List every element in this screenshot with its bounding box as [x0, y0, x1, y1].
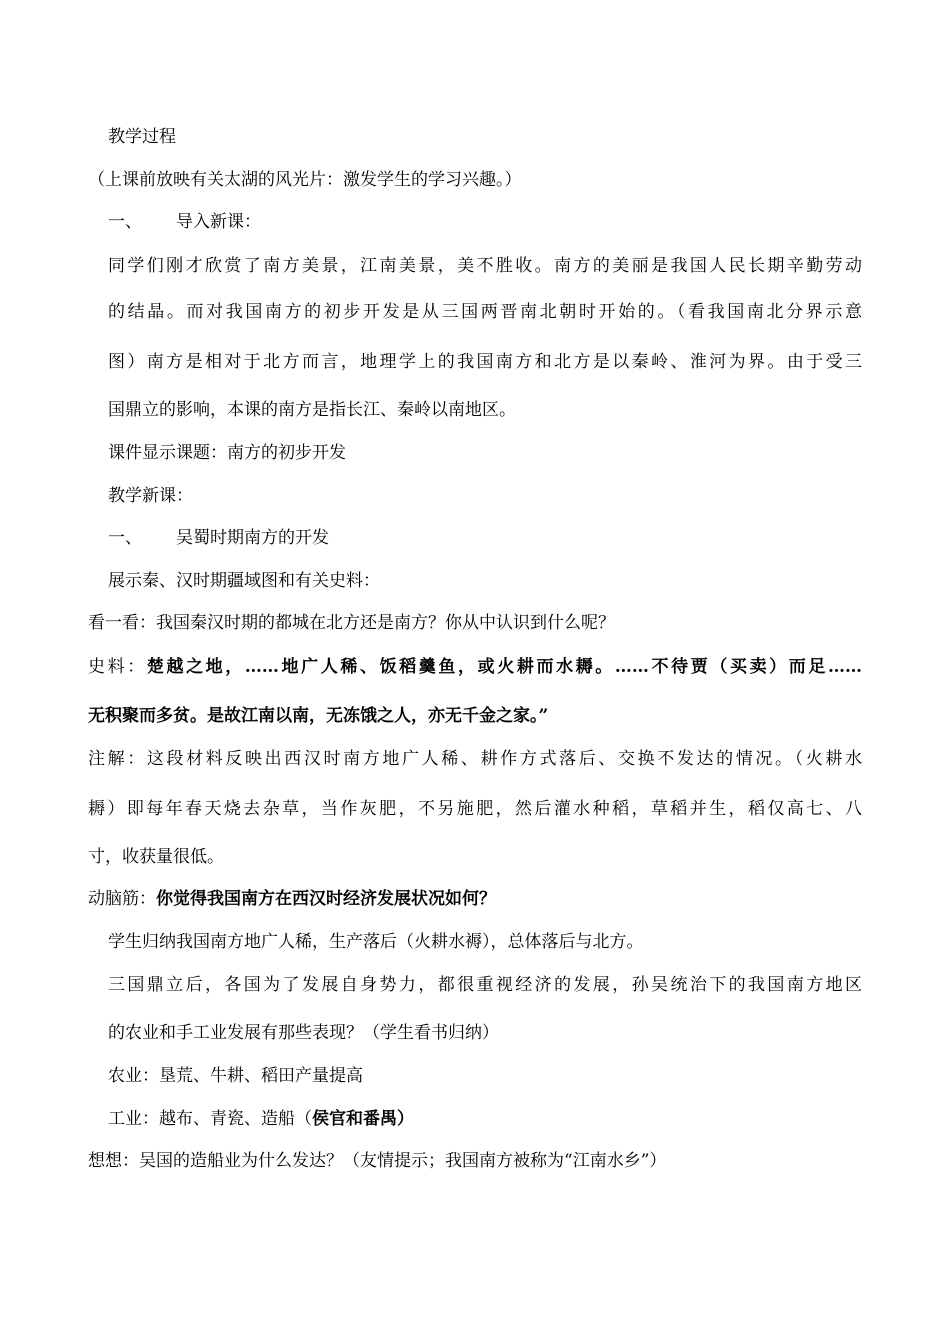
source-quote-line: 无积聚而多贫。是故江南以南，无冻饿之人，亦无千金之家。”	[88, 706, 549, 726]
paragraph: （上课前放映有关太湖的风光片：激发学生的学习兴趣。）	[88, 170, 522, 190]
paragraph-line: 寸，收获量很低。	[88, 847, 224, 867]
paragraph-line: 的结晶。而对我国南方的初步开发是从三国两晋南北朝时开始的。（看我国南北分界示意	[108, 302, 862, 322]
paragraph: 课件显示课题：南方的初步开发	[108, 443, 346, 463]
paragraph: 农业：垦荒、牛耕、稻田产量提高	[108, 1066, 363, 1086]
list-number: 一、	[108, 212, 142, 232]
label: 史料：	[88, 657, 147, 677]
question-text: 你觉得我国南方在西汉时经济发展状况如何？	[156, 889, 496, 909]
paragraph-line: 图）南方是相对于北方而言，地理学上的我国南方和北方是以秦岭、淮河为界。由于受三	[108, 352, 862, 372]
paragraph: 展示秦、汉时期疆域图和有关史料：	[108, 571, 380, 591]
question-line	[88, 887, 496, 911]
bold-text: 侯官和番禺）	[312, 1109, 414, 1129]
paragraph: 看一看：我国秦汉时期的都城在北方还是南方？你从中认识到什么呢？	[88, 613, 615, 633]
heading-text: 导入新课：	[176, 212, 261, 232]
quote-text: 楚越之地，……地广人稀、饭稻羹鱼，或火耕而水耨。……不待贾（买卖）而足……	[146, 657, 863, 677]
paragraph: 想想：吴国的造船业为什么发达？（友情提示；我国南方被称为“江南水乡”）	[88, 1151, 667, 1171]
paragraph-line: 三国鼎立后，各国为了发展自身势力，都很重视经济的发展，孙吴统治下的我国南方地区	[108, 975, 862, 995]
paragraph-line: 注解：这段材料反映出西汉时南方地广人稀、耕作方式落后、交换不发达的情况。（火耕水	[88, 749, 862, 769]
numbered-heading	[108, 526, 329, 550]
paragraph	[108, 1107, 414, 1131]
source-quote-line	[88, 655, 862, 679]
list-number: 一、	[108, 528, 142, 548]
paragraph-line: 的农业和手工业发展有那些表现？（学生看书归纳）	[108, 1023, 499, 1043]
label: 动脑筋：	[88, 889, 156, 909]
paragraph-line: 同学们刚才欣赏了南方美景，江南美景，美不胜收。南方的美丽是我国人民长期辛勤劳动	[108, 256, 862, 276]
heading-text: 吴蜀时期南方的开发	[176, 528, 329, 548]
numbered-heading	[108, 210, 261, 234]
paragraph-line: 国鼎立的影响，本课的南方是指长江、秦岭以南地区。	[108, 400, 516, 420]
section-heading: 教学过程	[108, 127, 176, 147]
paragraph-line: 耨）即每年春天烧去杂草，当作灰肥，不另施肥，然后灌水种稻，草稻并生，稻仅高七、八	[88, 799, 862, 819]
section-heading: 教学新课：	[108, 486, 193, 506]
text: 工业：越布、青瓷、造船（	[108, 1109, 312, 1129]
paragraph: 学生归纳我国南方地广人稀，生产落后（火耕水褥），总体落后与北方。	[108, 932, 644, 952]
